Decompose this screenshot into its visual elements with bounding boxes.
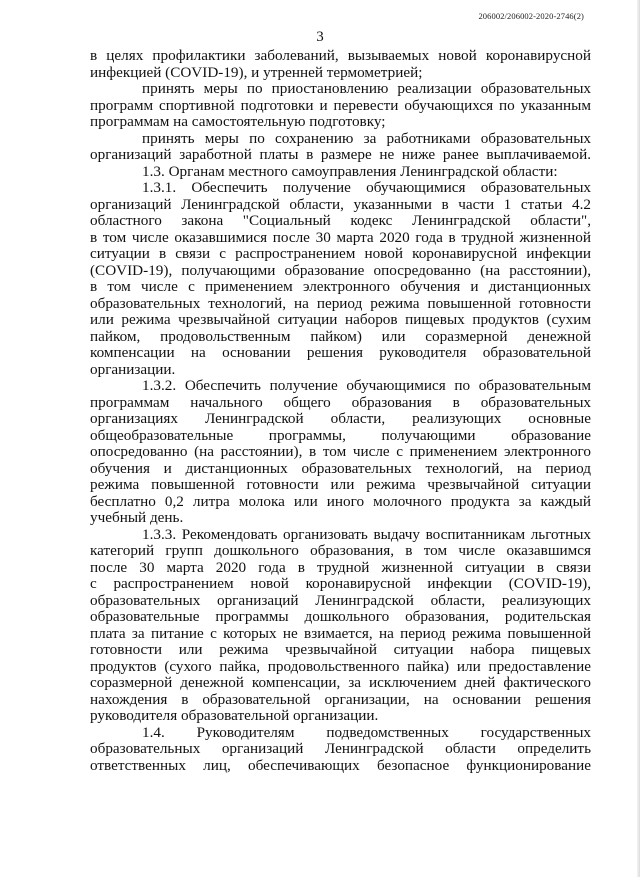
text-line: организациях Ленинградской области, реализующих основные [90, 410, 591, 427]
text-line: опосредованно (на расстоянии), в том числе с применением электронного [90, 443, 591, 460]
text-line: принять меры по приостановлению реализации образовательных [142, 80, 591, 97]
text-line: в том числе с применением электронного обучения и дистанционных [90, 278, 591, 295]
text-line: программам на самостоятельную подготовку; [90, 113, 386, 130]
text-line: компенсации на основании решения руководителя образовательной [90, 344, 591, 361]
text-line: категорий групп дошкольного образования, в том числе оказавшимся [90, 542, 591, 559]
text-line: организаций Ленинградской области, указанными в части 1 статьи 4.2 [90, 195, 591, 213]
text-line: плата за питание с которых не взимается, на период режима повышенной [90, 624, 591, 642]
text-line: образовательные программы дошкольного образования, родительская [90, 608, 591, 625]
text-line: 1.3. Органам местного самоуправления Ленинградской области: [142, 162, 558, 180]
text-line: после 30 марта 2020 года в трудной жизненной ситуации в связи [90, 558, 591, 576]
text-line: соразмерной денежной компенсации, за исключением дней фактического [90, 674, 591, 691]
text-line: общеобразовательные программы, получающими образование [90, 426, 591, 444]
text-line: 1.4. Руководителям подведомственных государственных [142, 723, 591, 741]
text-line: с распространением новой коронавирусной инфекции (COVID-19), [90, 575, 591, 592]
text-line: готовности или режима чрезвычайной ситуации набора пищевых [90, 641, 591, 658]
text-line: образовательных организаций Ленинградской области, реализующих [90, 591, 591, 609]
text-line: областного закона "Социальный кодекс Ленинградской области", [90, 212, 591, 229]
text-line: или режима чрезвычайной ситуации наборов пищевых продуктов (сухим [90, 311, 591, 328]
text-line: 1.3.1. Обеспечить получение обучающимися образовательных [142, 179, 591, 196]
text-line: руководителя образовательной организации. [90, 707, 379, 724]
page-number: 3 [316, 29, 324, 45]
text-line: образовательных технологий, на период режима повышенной готовности [90, 294, 591, 312]
text-line: (COVID-19), получающими образование опосредованно (на расстоянии), [90, 261, 591, 279]
document-body [90, 48, 591, 774]
text-line: продуктов (сухого пайка, продовольственного пайка) или предоставление [90, 657, 591, 675]
text-line: принять меры по сохранению за работниками образовательных [142, 129, 591, 147]
text-line: образовательных организаций Ленинградской области определить [90, 740, 591, 757]
text-line: пайком, продовольственным пайком) или соразмерной денежной [90, 327, 591, 345]
text-line: ответственных лиц, обеспечивающих безопасное функционирование [90, 756, 591, 774]
text-line: организаций заработной платы в размере не ниже ранее выплачиваемой. [90, 146, 591, 163]
text-line: бесплатно 0,2 литра молока или иного молочного продукта за каждый [90, 492, 591, 510]
text-line: обучения и дистанционных образовательных технологий, на период [90, 459, 591, 477]
text-line: программ спортивной подготовки и перевести обучающихся по указанным [90, 96, 591, 114]
text-line: в целях профилактики заболеваний, вызываемых новой коронавирусной [90, 47, 591, 64]
text-line: учебный день. [90, 509, 184, 526]
text-line: в том числе оказавшимися после 30 марта 2020 года в трудной жизненной [90, 228, 591, 246]
text-line: 1.3.3. Рекомендовать организовать выдачу воспитанникам льготных [142, 525, 591, 543]
text-line: 1.3.2. Обеспечить получение обучающимися по образовательным [142, 377, 591, 394]
text-line: организации. [90, 360, 176, 378]
text-line: инфекцией (COVID-19), и утренней термометрией; [90, 63, 423, 81]
text-line: режима повышенной готовности или режима чрезвычайной ситуации [90, 476, 591, 493]
text-line: нахождения в образовательной организации, на основании решения [90, 690, 591, 708]
text-line: ситуации в связи с распространением новой коронавирусной инфекции [90, 245, 591, 262]
text-line: программам начального общего образования в образовательных [90, 393, 591, 411]
document-id: 206002/206002-2020-2746(2) [478, 11, 584, 21]
